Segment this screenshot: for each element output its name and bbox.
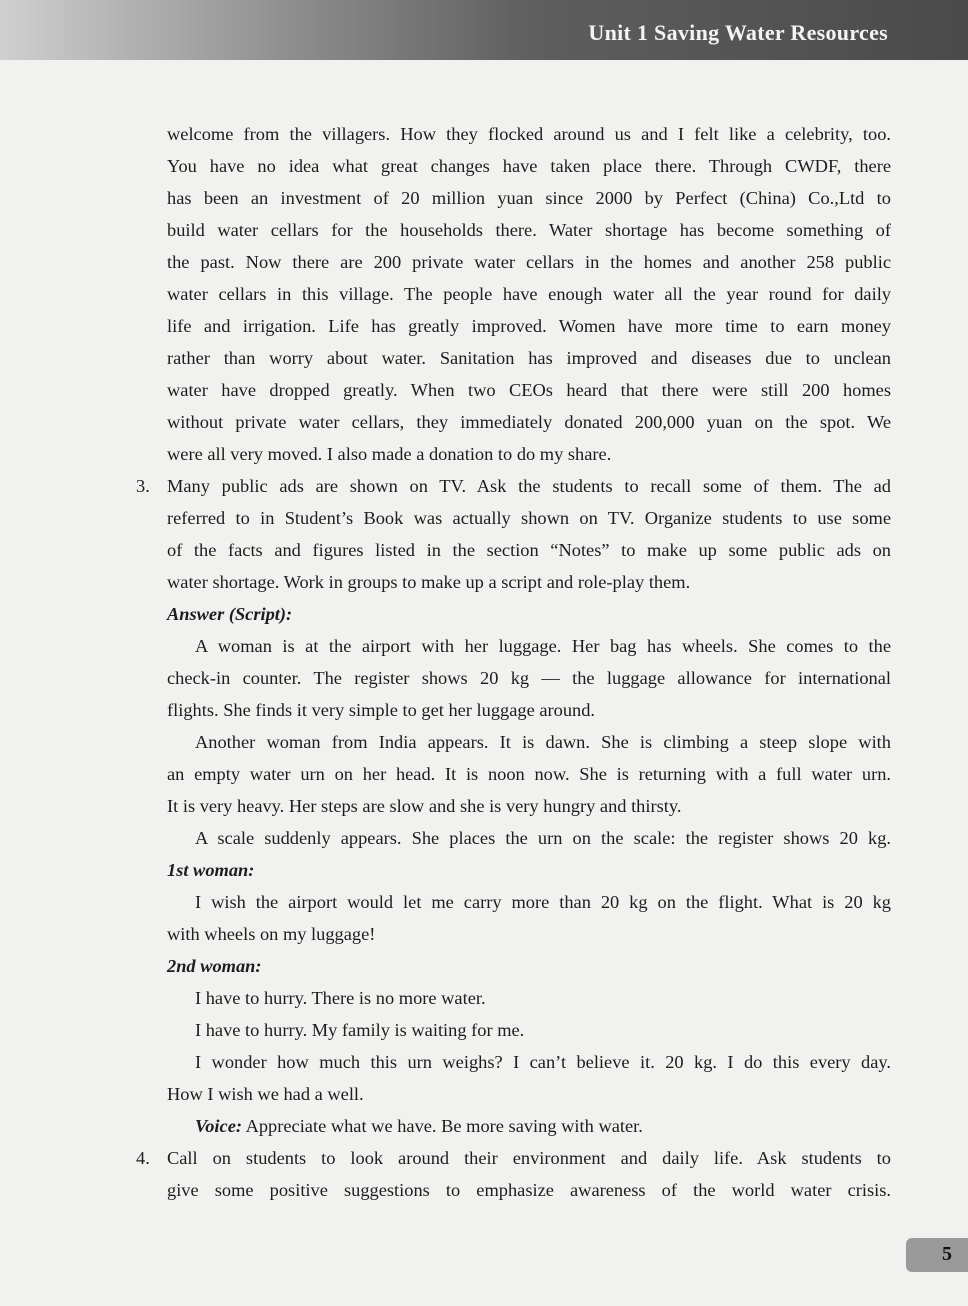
voice-text: Appreciate what we have. Be more saving with water. [241, 1116, 643, 1136]
text-line: Another woman from India appears. It is dawn. She is climbing a steep slope with [195, 732, 891, 752]
speaker-label: 2nd woman: [167, 956, 262, 976]
text-line: with wheels on my luggage! [167, 924, 376, 944]
text-line: A woman is at the airport with her luggage. Her bag has wheels. She comes to the [195, 636, 891, 656]
text-line: welcome from the villagers. How they flocked around us and I felt like a celebrity, too. [167, 124, 891, 144]
text-line: A scale suddenly appears. She places the urn on the scale: the register shows 20 kg. [195, 828, 891, 848]
page-number-tab [906, 1238, 968, 1272]
text-line: of the facts and figures listed in the section “Notes” to make up some public ads on [167, 540, 891, 560]
text-line: water have dropped greatly. When two CEOs heard that there were still 200 homes [167, 380, 891, 400]
text-line: Call on students to look around their environment and daily life. Ask students to [167, 1148, 891, 1168]
text-line: an empty water urn on her head. It is noon now. She is returning with a full water urn. [167, 764, 891, 784]
voice-label: Voice: [195, 1116, 242, 1136]
list-number: 4. [136, 1148, 150, 1168]
text-line: rather than worry about water. Sanitation has improved and diseases due to unclean [167, 348, 891, 368]
text-line: Many public ads are shown on TV. Ask the students to recall some of them. The ad [167, 476, 891, 496]
text-line: I have to hurry. My family is waiting for me. [195, 1020, 525, 1040]
text-line: give some positive suggestions to emphasize awareness of the world water crisis. [167, 1180, 891, 1200]
text-line: How I wish we had a well. [167, 1084, 364, 1104]
text-line: without private water cellars, they immediately donated 200,000 yuan on the spot. We [167, 412, 891, 432]
speaker-label: 1st woman: [167, 860, 255, 880]
text-line: It is very heavy. Her steps are slow and she is very hungry and thirsty. [167, 796, 682, 816]
text-line: check-in counter. The register shows 20 kg — the luggage allowance for international [167, 668, 891, 688]
list-number: 3. [136, 476, 150, 496]
text-line: water shortage. Work in groups to make up a script and role-play them. [167, 572, 691, 592]
text-line: You have no idea what great changes have taken place there. Through CWDF, there [167, 156, 891, 176]
text-line: has been an investment of 20 million yuan since 2000 by Perfect (China) Co.,Ltd to [167, 188, 891, 208]
text-line: I wish the airport would let me carry more than 20 kg on the flight. What is 20 kg [195, 892, 891, 912]
text-line: the past. Now there are 200 private water cellars in the homes and another 258 public [167, 252, 891, 272]
running-header-title: Unit 1 Saving Water Resources [588, 20, 888, 45]
header-band [0, 0, 968, 60]
text-line: I wonder how much this urn weighs? I can’t believe it. 20 kg. I do this every day. [195, 1052, 891, 1072]
text-line: life and irrigation. Life has greatly improved. Women have more time to earn money [167, 316, 891, 336]
text-line: water cellars in this village. The people have enough water all the year round for daily [167, 284, 891, 304]
voice-line [195, 1110, 891, 1142]
text-line: flights. She finds it very simple to get her luggage around. [167, 700, 596, 720]
text-line: I have to hurry. There is no more water. [195, 988, 486, 1008]
text-line: build water cellars for the households there. Water shortage has become something of [167, 220, 891, 240]
page-number: 5 [942, 1243, 952, 1265]
text-line: referred to in Student’s Book was actually shown on TV. Organize students to use some [167, 508, 891, 528]
answer-label: Answer (Script): [167, 604, 293, 624]
text-line: were all very moved. I also made a donation to do my share. [167, 444, 612, 464]
